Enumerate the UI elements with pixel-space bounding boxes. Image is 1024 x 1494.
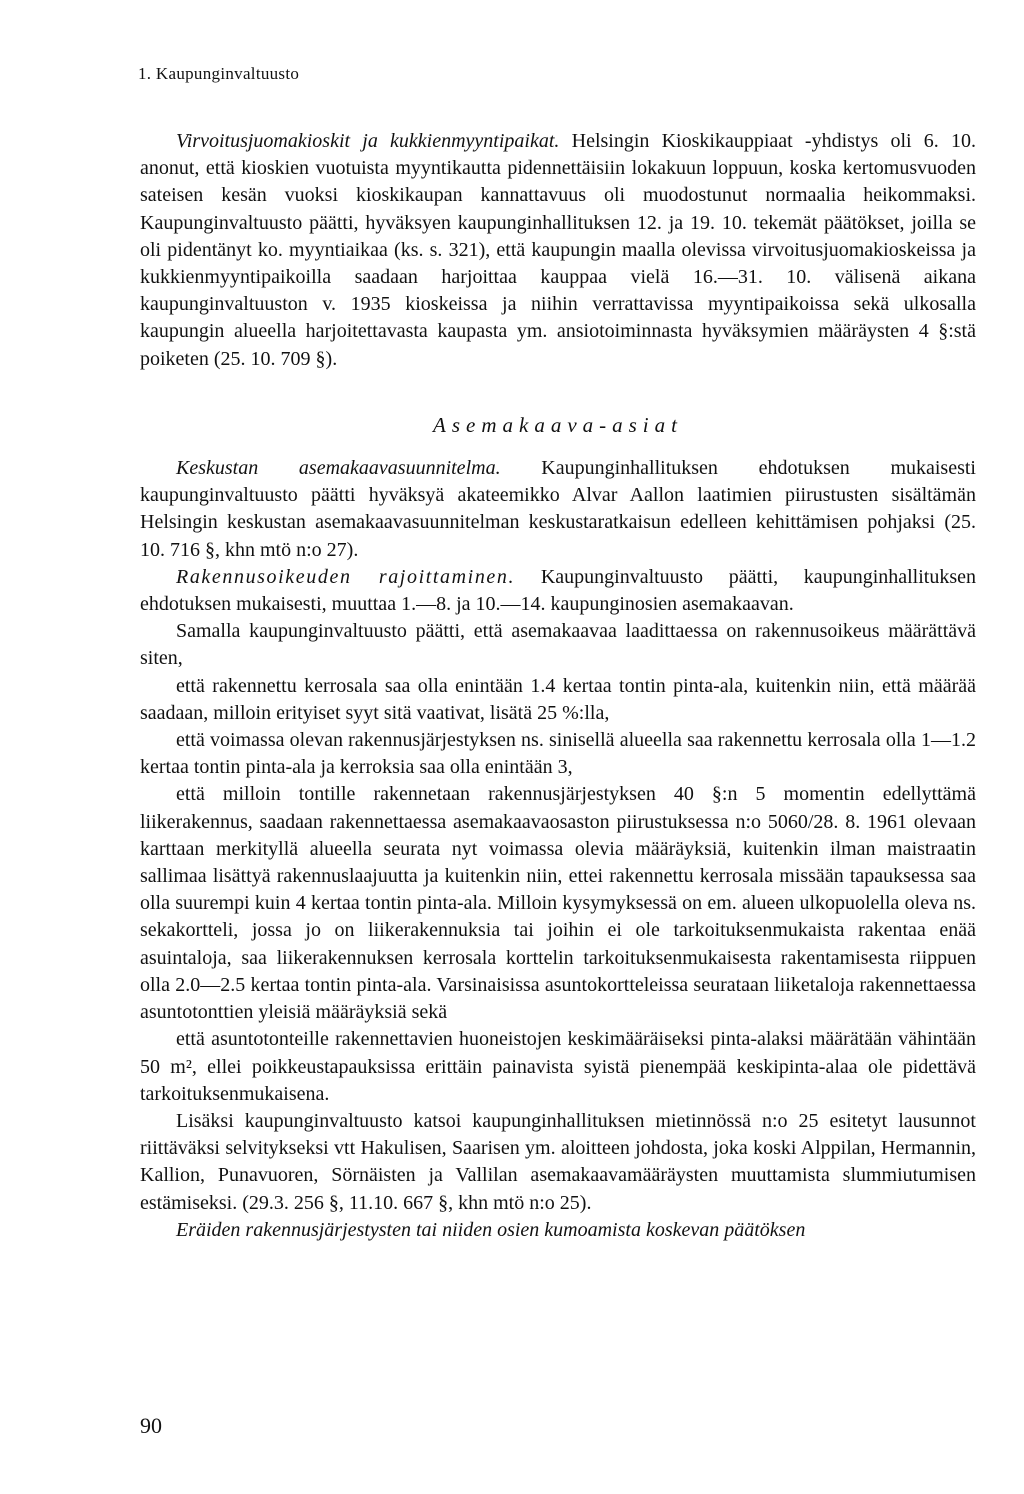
paragraph-text: Kaupunginhallituksen ehdotuksen mukaisesti kaupunginvaltuusto päätti hyväksyä akateemikko Alvar Aallon laatimien piirustusten sisältämän Helsingin keskustan asemakaavasuunnitelman keskustaratkaisun edelleen kehittämisen pohjaksi (25. 10. 716 §, khn mtö n:o 27).	[140, 457, 976, 561]
paragraph-lisaksi: Lisäksi kaupunginvaltuusto katsoi kaupunginhallituksen mietinnössä n:o 25 esitetyt lausunnot riittäväksi selvitykseksi vtt Hakulisen, Saarisen ym. aloitteen johdosta, joka koski Alppilan, Hermannin, Kallion, Punavuoren, Sörnäisten ja Vallilan asemakaavamääräysten muuttamista slummiutumisen estämiseksi. (29.3. 256 §, 11.10. 667 §, khn mtö n:o 25).	[140, 1109, 976, 1214]
paragraph-text: Helsingin Kioskikauppiaat -yhdistys oli 6. 10. anonut, että kioskien vuotuista myyntikautta pidennettäisiin lokakuun loppuun, koska kertomusvuoden sateisen kesän vuoksi kioskikaupan kannattavuus oli muodostunut normaalia heikommaksi. Kaupunginvaltuusto päätti, hyväksyen kaupunginhallituksen 12. ja 19. 10. tekemät päätökset, joilla se oli pidentänyt ko. myyntiaikaa (ks. s. 321), että kaupungin maalla olevissa virvoitusjuomakioskeissa ja kukkienmyyntipaikoilla saadaan harjoittaa kauppaa vielä 16.—31. 10. välisenä aikana kaupunginvaltuuston v. 1935 kioskeissa ja niihin verrattavissa myyntipaikoissa sekä ulkosalla kaupungin alueella harjoitettavasta kaupasta ym. ansiotoiminnasta hyväksymien määräysten 4 §:stä poiketen (25. 10. 709 §).	[140, 130, 976, 370]
running-head: 1. Kaupunginvaltuusto	[138, 64, 300, 83]
clause-1: että rakennettu kerrosala saa olla enintään 1.4 kertaa tontin pinta-ala, kuitenkin niin, että määrää saadaan, milloin erityiset syyt sitä vaativat, lisätä 25 %:lla,	[140, 674, 976, 724]
page-number: 90	[140, 1413, 162, 1438]
clause-3: että milloin tontille rakennetaan rakennusjärjestyksen 40 §:n 5 momentin edellyttämä liikerakennus, saadaan rakennettaessa asemakaavaosaston piirustuksessa n:o 5060/28. 8. 1961 olevaan karttaan merkityllä alueella seurata nyt voimassa olevia määräyksiä, kuitenkin ilman maistraatin sallimaa lisättyä rakennuslaajuutta ja kuitenkin niin, ettei rakennettu kerrosala missään tapauksessa saa olla suurempi kuin 4 kertaa tontin pinta-ala. Milloin kysymyksessä on em. alueen ulkopuolella oleva ns. sekakortteli, jossa jo on liikerakennuksia tai joihin ei ole tarkoituksenmukaista rakentaa enää asuintaloja, saa liikerakennuksen kerrosala korttelin tarkoituksenmukaisesta rakentamisesta riippuen olla 2.0—2.5 kertaa tontin pinta-ala. Varsinaisissa asuntokortteleissa seurataan liiketaloja rakennettaessa asuntotonttien yleisiä määräyksiä sekä	[140, 783, 976, 1024]
section-title-kumoaminen: Eräiden rakennusjärjestysten tai niiden osien kumoamista koskevan päätöksen	[176, 1218, 806, 1241]
paragraph-virvoitusjuomakioskit	[140, 128, 976, 373]
clause-2: että voimassa olevan rakennusjärjestyksen ns. sinisellä alueella saa rakennettu kerrosala olla 1—1.2 kertaa tontin pinta-ala ja kerroksia saa olla enintään 3,	[140, 729, 976, 779]
section-title-virvoitusjuomakioskit: Virvoitusjuomakioskit ja kukkienmyyntipaikat.	[176, 130, 560, 152]
section-heading-asemakaava-asiat: Asemakaava-asiat	[433, 412, 683, 437]
section-title-keskustan-asemakaava: Keskustan asemakaavasuunnitelma.	[176, 457, 501, 480]
paragraph-section4	[140, 1217, 976, 1244]
paragraph-samalla: Samalla kaupunginvaltuusto päätti, että asemakaavaa laadittaessa on rakennusoikeus määrättävä siten,	[140, 620, 976, 670]
paragraph-text: Kaupunginvaltuusto päätti, kaupunginhallituksen ehdotuksen mukaisesti, muuttaa 1.—8. ja 10.—14. kaupunginosien asemakaavan.	[140, 565, 977, 616]
clause-4: että asuntotonteille rakennettavien huoneistojen keskimääräiseksi pinta-alaksi määrätään vähintään 50 m², ellei poikkeustapauksissa erittäin painavista syistä pienempää keskipinta-alaa ole pidettävä tarkoituksenmukaisena.	[140, 1028, 976, 1105]
paragraph-rakennusoikeus	[140, 564, 976, 618]
section-title-rakennusoikeus: Rakennusoikeuden rajoittaminen.	[176, 565, 516, 588]
paragraph-keskustan-asemakaava	[140, 455, 976, 564]
page-body	[140, 128, 976, 1244]
